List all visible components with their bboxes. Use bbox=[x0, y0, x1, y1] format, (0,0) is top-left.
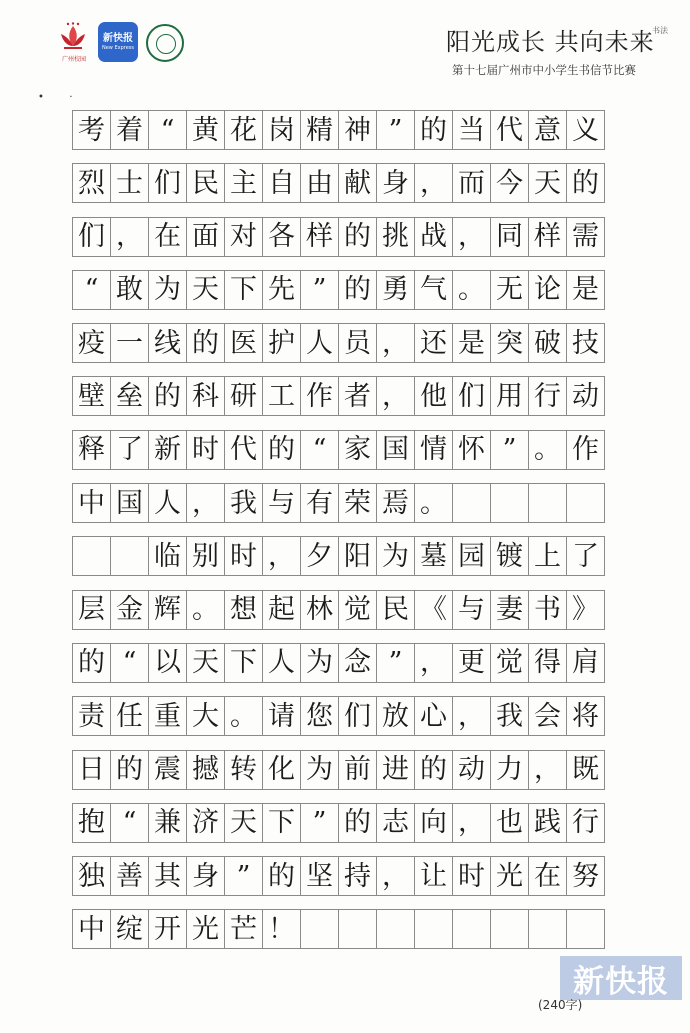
grid-cell: 今 bbox=[490, 163, 529, 203]
grid-cell: “ bbox=[110, 643, 149, 683]
grid-cell: ” bbox=[376, 643, 415, 683]
grid-cell: 进 bbox=[376, 750, 415, 790]
grid-cell: ， bbox=[110, 217, 149, 257]
grid-cell: 下 bbox=[224, 643, 263, 683]
grid-cell: 的 bbox=[414, 750, 453, 790]
grid-row bbox=[72, 163, 605, 203]
grid-cell: 善 bbox=[110, 856, 149, 896]
grid-cell: 》 bbox=[566, 590, 605, 630]
grid-cell: 在 bbox=[148, 217, 187, 257]
grid-cell: 光 bbox=[186, 909, 225, 949]
grid-cell: 起 bbox=[262, 590, 301, 630]
grid-cell bbox=[528, 483, 567, 523]
grid-cell: 独 bbox=[72, 856, 111, 896]
grid-cell: 天 bbox=[528, 163, 567, 203]
grid-cell: 行 bbox=[566, 803, 605, 843]
grid-cell: 他 bbox=[414, 376, 453, 416]
grid-cell: 研 bbox=[224, 376, 263, 416]
grid-cell: 焉 bbox=[376, 483, 415, 523]
grid-cell: 绽 bbox=[110, 909, 149, 949]
grid-cell: 荣 bbox=[338, 483, 377, 523]
grid-cell: 济 bbox=[186, 803, 225, 843]
grid-cell: 努 bbox=[566, 856, 605, 896]
grid-cell: 的 bbox=[110, 750, 149, 790]
grid-row bbox=[72, 430, 605, 470]
grid-cell: 敢 bbox=[110, 270, 149, 310]
grid-cell: 精 bbox=[300, 110, 339, 150]
contest-name: 第十七届广州市中小学生书信节比赛 bbox=[452, 63, 636, 77]
grid-cell: 无 bbox=[490, 270, 529, 310]
grid-cell: 们 bbox=[148, 163, 187, 203]
grid-cell: 突 bbox=[490, 323, 529, 363]
grid-cell: 想 bbox=[224, 590, 263, 630]
seal-logo bbox=[146, 24, 184, 62]
grid-row bbox=[72, 643, 605, 683]
grid-cell: 自 bbox=[262, 163, 301, 203]
grid-cell: 是 bbox=[566, 270, 605, 310]
grid-cell: 天 bbox=[186, 643, 225, 683]
grid-cell: 镀 bbox=[490, 536, 529, 576]
grid-cell: 面 bbox=[186, 217, 225, 257]
grid-cell: 任 bbox=[110, 696, 149, 736]
grid-cell: 开 bbox=[148, 909, 187, 949]
grid-cell: 以 bbox=[148, 643, 187, 683]
grid-cell: ， bbox=[262, 536, 301, 576]
grid-cell: ， bbox=[452, 803, 491, 843]
grid-cell bbox=[566, 909, 605, 949]
grid-cell: 重 bbox=[148, 696, 187, 736]
grid-cell: 。 bbox=[224, 696, 263, 736]
grid-cell: 而 bbox=[452, 163, 491, 203]
grid-cell: 力 bbox=[490, 750, 529, 790]
grid-cell: 行 bbox=[528, 376, 567, 416]
grid-cell: 花 bbox=[224, 110, 263, 150]
grid-cell bbox=[452, 909, 491, 949]
grid-cell: 护 bbox=[262, 323, 301, 363]
grid-cell: 芒 bbox=[224, 909, 263, 949]
grid-cell: 中 bbox=[72, 909, 111, 949]
grid-row bbox=[72, 856, 605, 896]
grid-cell: 论 bbox=[528, 270, 567, 310]
grid-cell: 黄 bbox=[186, 110, 225, 150]
grid-cell: 同 bbox=[490, 217, 529, 257]
grid-row bbox=[72, 909, 605, 949]
grid-cell bbox=[566, 483, 605, 523]
header-logos bbox=[56, 22, 184, 64]
grid-cell: 日 bbox=[72, 750, 111, 790]
grid-cell: 代 bbox=[490, 110, 529, 150]
grid-cell: 们 bbox=[72, 217, 111, 257]
grid-cell: 时 bbox=[224, 536, 263, 576]
grid-cell: ” bbox=[490, 430, 529, 470]
grid-cell: 动 bbox=[452, 750, 491, 790]
grid-cell: 人 bbox=[262, 643, 301, 683]
grid-cell: 勇 bbox=[376, 270, 415, 310]
grid-cell: 士 bbox=[110, 163, 149, 203]
grid-cell: 义 bbox=[566, 110, 605, 150]
grid-row bbox=[72, 483, 605, 523]
grid-cell: 我 bbox=[490, 696, 529, 736]
grid-cell: 的 bbox=[262, 430, 301, 470]
grid-row bbox=[72, 590, 605, 630]
grid-cell: 大 bbox=[186, 696, 225, 736]
grid-row bbox=[72, 217, 605, 257]
grid-cell: 将 bbox=[566, 696, 605, 736]
grid-cell: 各 bbox=[262, 217, 301, 257]
grid-cell: 的 bbox=[72, 643, 111, 683]
grid-cell: 当 bbox=[452, 110, 491, 150]
grid-cell: 觉 bbox=[490, 643, 529, 683]
grid-cell: 。 bbox=[452, 270, 491, 310]
grid-cell: 上 bbox=[528, 536, 567, 576]
grid-cell: 向 bbox=[414, 803, 453, 843]
grid-cell: 让 bbox=[414, 856, 453, 896]
grid-cell: 民 bbox=[186, 163, 225, 203]
grid-cell: 是 bbox=[452, 323, 491, 363]
grid-cell: 家 bbox=[338, 430, 377, 470]
grid-cell: ， bbox=[186, 483, 225, 523]
grid-cell: 先 bbox=[262, 270, 301, 310]
grid-cell: ， bbox=[414, 163, 453, 203]
grid-cell: ， bbox=[376, 856, 415, 896]
word-count: (240字) bbox=[538, 998, 583, 1012]
grid-cell: 别 bbox=[186, 536, 225, 576]
grid-cell: 挑 bbox=[376, 217, 415, 257]
guangzhou-campus-logo bbox=[56, 22, 90, 64]
grid-cell: 者 bbox=[338, 376, 377, 416]
grid-cell: 动 bbox=[566, 376, 605, 416]
grid-cell: 层 bbox=[72, 590, 111, 630]
grid-cell: 觉 bbox=[338, 590, 377, 630]
grid-cell: 放 bbox=[376, 696, 415, 736]
grid-cell: 身 bbox=[376, 163, 415, 203]
grid-cell: 考 bbox=[72, 110, 111, 150]
grid-cell: 有 bbox=[300, 483, 339, 523]
grid-cell: 代 bbox=[224, 430, 263, 470]
grid-cell: 的 bbox=[338, 803, 377, 843]
grid-cell: ， bbox=[376, 376, 415, 416]
grid-cell: 员 bbox=[338, 323, 377, 363]
grid-cell: 得 bbox=[528, 643, 567, 683]
new-express-logo bbox=[98, 22, 138, 62]
grid-row bbox=[72, 323, 605, 363]
grid-cell: 身 bbox=[186, 856, 225, 896]
grid-cell: 肩 bbox=[566, 643, 605, 683]
grid-cell: “ bbox=[148, 110, 187, 150]
grid-cell: 们 bbox=[338, 696, 377, 736]
grid-cell bbox=[452, 483, 491, 523]
grid-row bbox=[72, 110, 605, 150]
grid-cell bbox=[338, 909, 377, 949]
grid-cell: 为 bbox=[148, 270, 187, 310]
grid-cell: 震 bbox=[148, 750, 187, 790]
grid-cell: 光 bbox=[490, 856, 529, 896]
grid-cell: 破 bbox=[528, 323, 567, 363]
grid-cell: 了 bbox=[566, 536, 605, 576]
grid-cell: 由 bbox=[300, 163, 339, 203]
grid-cell: 既 bbox=[566, 750, 605, 790]
grid-cell: 技 bbox=[566, 323, 605, 363]
grid-cell: 用 bbox=[490, 376, 529, 416]
grid-cell: 意 bbox=[528, 110, 567, 150]
new-express-logo-title: 新快报 bbox=[103, 32, 133, 44]
grid-cell bbox=[414, 909, 453, 949]
letter-grid bbox=[72, 110, 605, 963]
grid-row bbox=[72, 536, 605, 576]
grid-cell: ， bbox=[528, 750, 567, 790]
grid-cell: 请 bbox=[262, 696, 301, 736]
grid-cell: 园 bbox=[452, 536, 491, 576]
grid-cell: 会 bbox=[528, 696, 567, 736]
grid-cell: 新 bbox=[148, 430, 187, 470]
grid-cell: 对 bbox=[224, 217, 263, 257]
grid-cell: 的 bbox=[262, 856, 301, 896]
grid-cell: 人 bbox=[148, 483, 187, 523]
guangzhou-campus-label: 广州校园 bbox=[61, 56, 86, 63]
grid-cell: 为 bbox=[376, 536, 415, 576]
grid-cell: 样 bbox=[528, 217, 567, 257]
grid-cell: 金 bbox=[110, 590, 149, 630]
grid-cell: 为 bbox=[300, 750, 339, 790]
grid-cell: 时 bbox=[186, 430, 225, 470]
grid-cell: 主 bbox=[224, 163, 263, 203]
grid-cell: 样 bbox=[300, 217, 339, 257]
grid-cell: 的 bbox=[186, 323, 225, 363]
grid-row bbox=[72, 803, 605, 843]
grid-cell: 作 bbox=[566, 430, 605, 470]
grid-cell: 工 bbox=[262, 376, 301, 416]
grid-cell: 。 bbox=[186, 590, 225, 630]
grid-row bbox=[72, 376, 605, 416]
grid-cell: 化 bbox=[262, 750, 301, 790]
grid-cell: 的 bbox=[414, 110, 453, 150]
grid-cell: 的 bbox=[566, 163, 605, 203]
grid-cell: 临 bbox=[148, 536, 187, 576]
grid-cell: 人 bbox=[300, 323, 339, 363]
grid-cell bbox=[110, 536, 149, 576]
grid-cell: 。 bbox=[414, 483, 453, 523]
grid-row bbox=[72, 696, 605, 736]
grid-cell: 责 bbox=[72, 696, 111, 736]
grid-cell: 辉 bbox=[148, 590, 187, 630]
grid-cell: “ bbox=[72, 270, 111, 310]
grid-cell: 《 bbox=[414, 590, 453, 630]
grid-cell: 在 bbox=[528, 856, 567, 896]
grid-cell: ” bbox=[300, 803, 339, 843]
grid-cell: 坚 bbox=[300, 856, 339, 896]
grid-cell: 下 bbox=[262, 803, 301, 843]
grid-cell: 下 bbox=[224, 270, 263, 310]
grid-cell: 林 bbox=[300, 590, 339, 630]
grid-cell: 一 bbox=[110, 323, 149, 363]
grid-cell: 兼 bbox=[148, 803, 187, 843]
grid-cell: ” bbox=[300, 270, 339, 310]
grid-cell: 垒 bbox=[110, 376, 149, 416]
grid-cell: 气 bbox=[414, 270, 453, 310]
grid-cell: ” bbox=[376, 110, 415, 150]
grid-cell: “ bbox=[300, 430, 339, 470]
grid-cell: ” bbox=[224, 856, 263, 896]
calligraphy-stamp: 书法 bbox=[652, 26, 668, 35]
grid-cell: 国 bbox=[110, 483, 149, 523]
grid-cell: 为 bbox=[300, 643, 339, 683]
grid-cell: 前 bbox=[338, 750, 377, 790]
grid-cell bbox=[72, 536, 111, 576]
grid-cell: ！ bbox=[262, 909, 301, 949]
grid-cell: 阳 bbox=[338, 536, 377, 576]
grid-cell: 妻 bbox=[490, 590, 529, 630]
lotus-icon bbox=[56, 22, 90, 54]
grid-cell: 您 bbox=[300, 696, 339, 736]
grid-cell: 念 bbox=[338, 643, 377, 683]
grid-cell: 献 bbox=[338, 163, 377, 203]
ink-dots: • · bbox=[38, 92, 73, 103]
grid-cell bbox=[376, 909, 415, 949]
grid-cell: 的 bbox=[148, 376, 187, 416]
grid-cell: ， bbox=[452, 696, 491, 736]
grid-cell: 与 bbox=[452, 590, 491, 630]
grid-cell: 释 bbox=[72, 430, 111, 470]
grid-cell: ， bbox=[414, 643, 453, 683]
grid-cell: 与 bbox=[262, 483, 301, 523]
grid-cell bbox=[490, 483, 529, 523]
grid-cell: 天 bbox=[186, 270, 225, 310]
grid-cell: 天 bbox=[224, 803, 263, 843]
grid-cell: 夕 bbox=[300, 536, 339, 576]
grid-cell: 着 bbox=[110, 110, 149, 150]
grid-cell: 烈 bbox=[72, 163, 111, 203]
grid-cell: 壁 bbox=[72, 376, 111, 416]
grid-cell: 情 bbox=[414, 430, 453, 470]
grid-cell bbox=[490, 909, 529, 949]
grid-cell: 抱 bbox=[72, 803, 111, 843]
grid-cell: 心 bbox=[414, 696, 453, 736]
slogan: 阳光成长 共向未来 bbox=[446, 28, 655, 56]
grid-cell: 我 bbox=[224, 483, 263, 523]
grid-cell: 们 bbox=[452, 376, 491, 416]
grid-cell: 医 bbox=[224, 323, 263, 363]
grid-row bbox=[72, 750, 605, 790]
grid-cell: 岗 bbox=[262, 110, 301, 150]
grid-cell: 的 bbox=[338, 217, 377, 257]
grid-cell: ， bbox=[376, 323, 415, 363]
grid-cell: 战 bbox=[414, 217, 453, 257]
grid-cell: 还 bbox=[414, 323, 453, 363]
grid-cell: 更 bbox=[452, 643, 491, 683]
grid-cell: 神 bbox=[338, 110, 377, 150]
grid-cell: ， bbox=[452, 217, 491, 257]
grid-cell: 疫 bbox=[72, 323, 111, 363]
grid-cell: 线 bbox=[148, 323, 187, 363]
grid-cell: 转 bbox=[224, 750, 263, 790]
grid-cell: 其 bbox=[148, 856, 187, 896]
grid-cell: 。 bbox=[528, 430, 567, 470]
grid-cell: 中 bbox=[72, 483, 111, 523]
grid-cell: 撼 bbox=[186, 750, 225, 790]
watermark: 新快报 bbox=[560, 956, 682, 1000]
grid-cell: 民 bbox=[376, 590, 415, 630]
grid-cell: 也 bbox=[490, 803, 529, 843]
grid-cell bbox=[300, 909, 339, 949]
grid-cell: 需 bbox=[566, 217, 605, 257]
grid-cell: 了 bbox=[110, 430, 149, 470]
grid-cell: 怀 bbox=[452, 430, 491, 470]
grid-cell: 书 bbox=[528, 590, 567, 630]
grid-cell: 墓 bbox=[414, 536, 453, 576]
grid-cell: 时 bbox=[452, 856, 491, 896]
grid-cell: 持 bbox=[338, 856, 377, 896]
grid-cell: 志 bbox=[376, 803, 415, 843]
grid-cell bbox=[528, 909, 567, 949]
grid-cell: 科 bbox=[186, 376, 225, 416]
grid-row bbox=[72, 270, 605, 310]
grid-cell: 国 bbox=[376, 430, 415, 470]
grid-cell: “ bbox=[110, 803, 149, 843]
grid-cell: 的 bbox=[338, 270, 377, 310]
grid-cell: 践 bbox=[528, 803, 567, 843]
grid-cell: 作 bbox=[300, 376, 339, 416]
new-express-logo-subtitle: New Express bbox=[101, 44, 135, 51]
